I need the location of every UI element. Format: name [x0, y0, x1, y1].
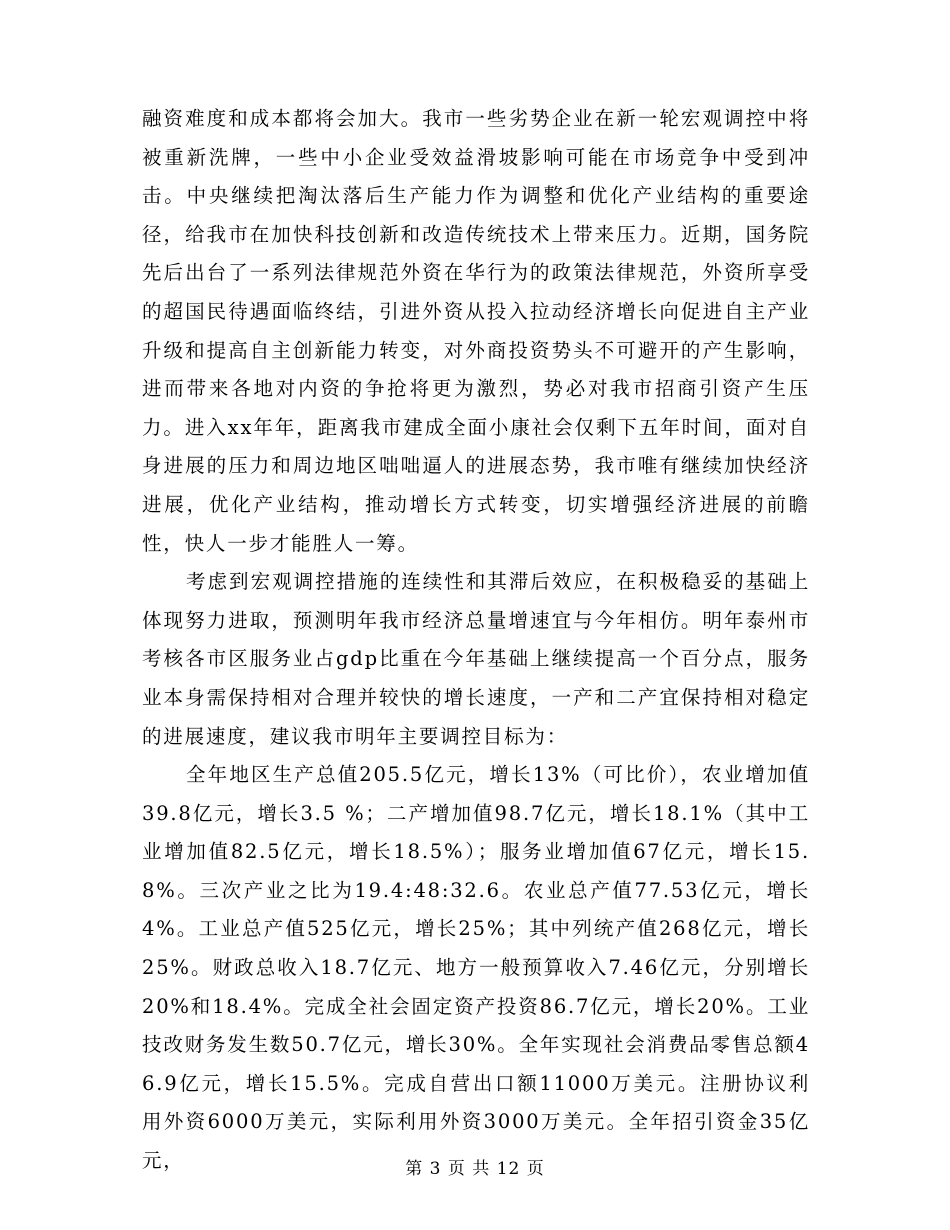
paragraph-1: 融资难度和成本都将会加大。我市一些劣势企业在新一轮宏观调控中将被重新洗牌，一些中小企业受效益滑坡影响可能在市场竞争中受到冲击。中央继续把淘汰落后生产能力作为调整和优化产业结构的重要途径，给我市在加快科技创新和改造传统技术上带来压力。近期，国务院先后出台了一系列法律规范外资在华行为的政策法律规范，外资所享受的超国民待遇面临终结，引进外资从投入拉动经济增长向促进自主产业升级和提高自主创新能力转变，对外商投资势头不可避开的产生影响，进而带来各地对内资的争抢将更为激烈，势必对我市招商引资产生压力。进入xx年年，距离我市建成全面小康社会仅剩下五年时间，面对自身进展的压力和周边地区咄咄逼人的进展态势，我市唯有继续加快经济进展，优化产业结构，推动增长方式转变，切实增强经济进展的前瞻性，快人一步才能胜人一筹。 [142, 107, 810, 555]
page-number-footer: 第 3 页 共 12 页 [405, 1159, 545, 1179]
paragraph-3: 全年地区生产总值205.5亿元，增长13%（可比价），农业增加值39.8亿元，增长3.5 %；二产增加值98.7亿元，增长18.1%（其中工业增加值82.5亿元，增长18.5%）；服务业增加值67亿元，增长15.8%。三次产业之比为19.4:48:32.6。农业总产值77.53亿元，增长4%。工业总产值525亿元，增长25%；其中列统产值268亿元，增长25%。财政总收入18.7亿元、地方一般预算收入7.46亿元，分别增长20%和18.4%。完成全社会固定资产投资86.7亿元，增长20%。工业技改财务发生数50.7亿元，增长30%。全年实现社会消费品零售总额46.9亿元，增长15.5%。完成自营出口额11000万美元。注册协议利用外资6000万美元，实际利用外资3000万美元。全年招引资金35亿元， [142, 763, 810, 1173]
document-body [142, 100, 810, 1181]
paragraph-2: 考虑到宏观调控措施的连续性和其滞后效应，在积极稳妥的基础上体现努力进取，预测明年我市经济总量增速宜与今年相仿。明年泰州市考核各市区服务业占gdp比重在今年基础上继续提高一个百分点，服务业本身需保持相对合理并较快的增长速度，一产和二产宜保持相对稳定的进展速度，建议我市明年主要调控目标为： [142, 570, 810, 748]
